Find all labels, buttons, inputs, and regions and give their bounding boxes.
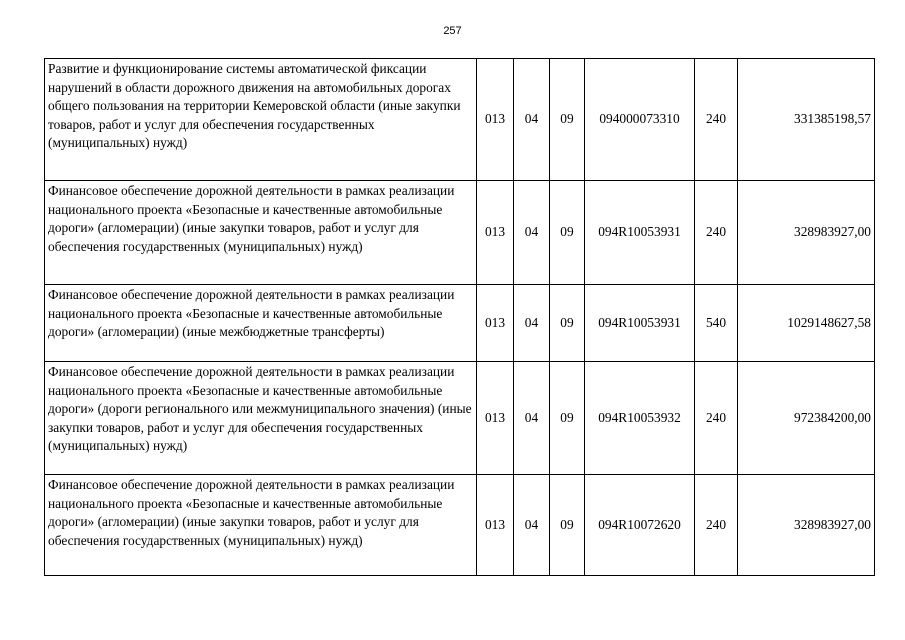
target-article-code: 094R10072620 <box>585 475 695 576</box>
amount: 972384200,00 <box>738 362 875 475</box>
ministry-code: 013 <box>477 59 514 181</box>
section-code: 04 <box>514 475 550 576</box>
target-article-code: 094R10053932 <box>585 362 695 475</box>
section-code: 04 <box>514 362 550 475</box>
page-number: 257 <box>443 25 462 37</box>
section-code: 04 <box>514 59 550 181</box>
subsection-code: 09 <box>550 362 585 475</box>
budget-table <box>44 58 875 576</box>
table-row <box>45 181 875 285</box>
row-description: Финансовое обеспечение дорожной деятельности в рамках реализации национального проекта «Безопасные и качественные автомобильные дороги» (дороги регионального или межмуниципального значения) (иные закупки товаров, работ и услуг для обеспечения государственных (муниципальных) нужд) <box>45 362 477 475</box>
row-description: Финансовое обеспечение дорожной деятельности в рамках реализации национального проекта «Безопасные и качественные автомобильные дороги» (агломерации) (иные закупки товаров, работ и услуг для обеспечения государственных (муниципальных) нужд) <box>45 475 477 576</box>
target-article-code: 094R10053931 <box>585 285 695 362</box>
amount: 331385198,57 <box>738 59 875 181</box>
section-code: 04 <box>514 285 550 362</box>
ministry-code: 013 <box>477 475 514 576</box>
ministry-code: 013 <box>477 362 514 475</box>
amount: 1029148627,58 <box>738 285 875 362</box>
row-description: Финансовое обеспечение дорожной деятельности в рамках реализации национального проекта «Безопасные и качественные автомобильные дороги» (агломерации) (иные закупки товаров, работ и услуг для обеспечения государственных (муниципальных) нужд) <box>45 181 477 285</box>
ministry-code: 013 <box>477 285 514 362</box>
table-row <box>45 475 875 576</box>
expense-type-code: 240 <box>695 362 738 475</box>
expense-type-code: 540 <box>695 285 738 362</box>
table-row <box>45 285 875 362</box>
row-description: Развитие и функционирование системы автоматической фиксации нарушений в области дорожного движения на автомобильных дорогах общего пользования на территории Кемеровской области (иные закупки товаров, работ и услуг для обеспечения государственных (муниципальных) нужд) <box>45 59 477 181</box>
section-code: 04 <box>514 181 550 285</box>
subsection-code: 09 <box>550 285 585 362</box>
row-description: Финансовое обеспечение дорожной деятельности в рамках реализации национального проекта «Безопасные и качественные автомобильные дороги» (агломерации) (иные межбюджетные трансферты) <box>45 285 477 362</box>
subsection-code: 09 <box>550 59 585 181</box>
subsection-code: 09 <box>550 181 585 285</box>
amount: 328983927,00 <box>738 181 875 285</box>
table-row <box>45 362 875 475</box>
amount: 328983927,00 <box>738 475 875 576</box>
target-article-code: 094R10053931 <box>585 181 695 285</box>
subsection-code: 09 <box>550 475 585 576</box>
table-row <box>45 59 875 181</box>
expense-type-code: 240 <box>695 59 738 181</box>
expense-type-code: 240 <box>695 475 738 576</box>
target-article-code: 094000073310 <box>585 59 695 181</box>
ministry-code: 013 <box>477 181 514 285</box>
expense-type-code: 240 <box>695 181 738 285</box>
